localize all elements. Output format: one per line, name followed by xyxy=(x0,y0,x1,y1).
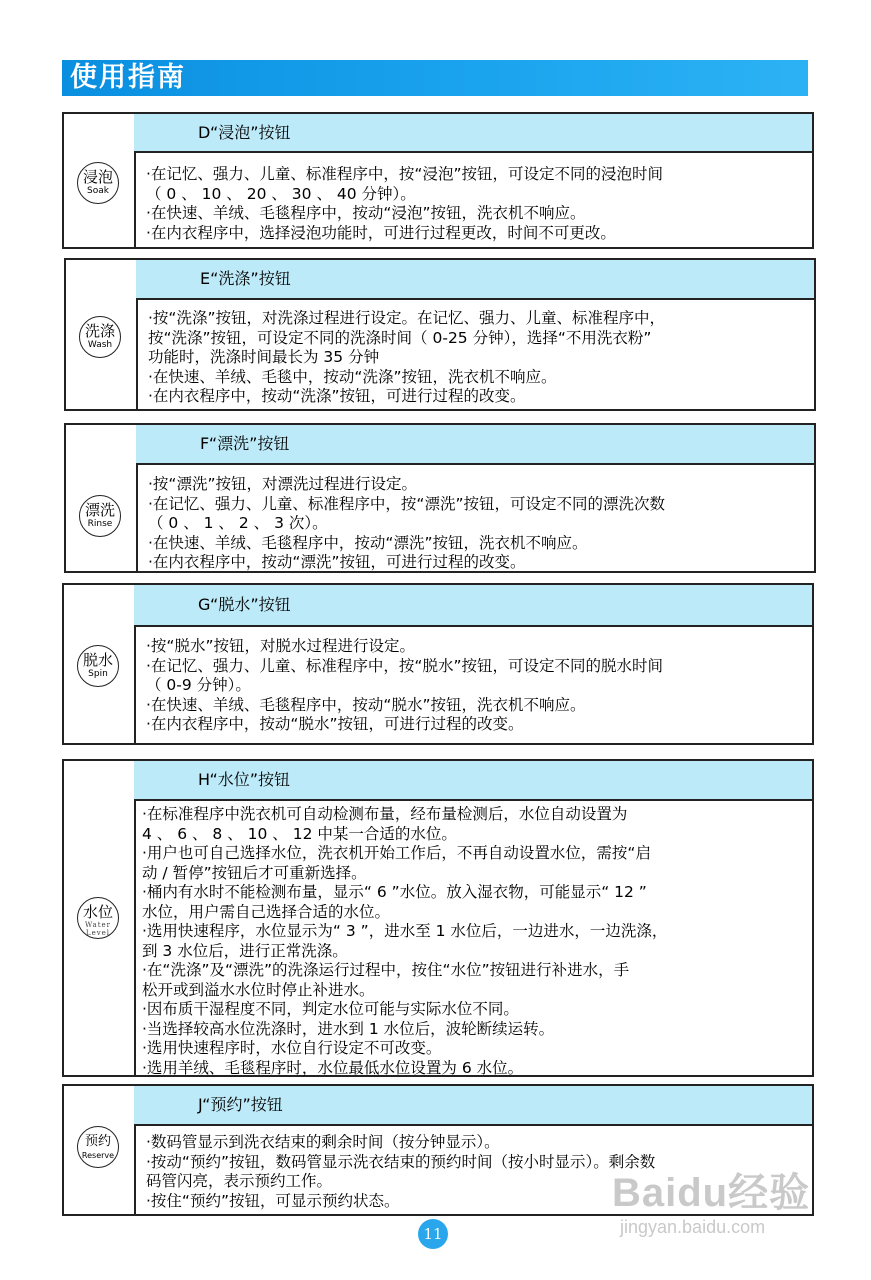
section-icon-column xyxy=(64,585,136,743)
body-line: （ 0 、 10 、 20 、 30 、 40 分钟）。 xyxy=(146,184,416,203)
section-heading: H“水位”按钮 xyxy=(134,761,812,801)
section-water-level xyxy=(62,759,814,1077)
section-body xyxy=(146,637,806,735)
body-line: ·在记忆、强力、儿童、标准程序中，按“浸泡”按钮，可设定不同的浸泡时间 xyxy=(146,165,663,183)
body-line: ·按“漂洗”按钮，对漂洗过程进行设定。 xyxy=(148,475,417,493)
wash-icon xyxy=(79,316,121,358)
body-line: ·因布质干湿程度不同，判定水位可能与实际水位不同。 xyxy=(142,1000,519,1018)
soak-icon-sublabel: Soak xyxy=(87,186,109,196)
body-line: 到 3 水位后，进行正常洗涤。 xyxy=(142,941,348,960)
section-heading: F“漂洗”按钮 xyxy=(136,425,814,465)
page-title: 使用指南 xyxy=(70,62,186,93)
section-icon-column xyxy=(64,761,136,1075)
body-line: ·在“洗涤”及“漂洗”的洗涤运行过程中，按住“水位”按钮进行补进水，手 xyxy=(142,961,630,979)
body-line: ·按动“预约”按钮，数码管显示洗衣结束的预约时间（按小时显示）。剩余数 xyxy=(146,1152,656,1171)
body-line: 动 / 暂停”按钮后才可重新选择。 xyxy=(142,863,367,882)
section-heading: E“洗涤”按钮 xyxy=(136,260,814,300)
soak-icon xyxy=(77,162,119,204)
body-line: ·在快速、羊绒、毛毯中，按动“洗涤”按钮，洗衣机不响应。 xyxy=(148,367,557,386)
section-body xyxy=(142,805,806,1078)
body-line: ·选用快速程序时，水位自行设定不可改变。 xyxy=(142,1039,442,1057)
body-line: ·在内衣程序中，按动“脱水”按钮，可进行过程的改变。 xyxy=(146,715,524,733)
section-heading: G“脱水”按钮 xyxy=(134,585,812,627)
body-line: ·在内衣程序中，选择浸泡功能时，可进行过程更改，时间不可更改。 xyxy=(146,223,616,242)
reserve-icon-label: 预约 xyxy=(84,1134,111,1149)
section-rinse xyxy=(64,423,816,573)
body-line: ·桶内有水时不能检测布量，显示“ 6 ”水位。放入湿衣物，可能显示“ 12 ” xyxy=(142,883,647,901)
section-body xyxy=(148,309,808,407)
section-soak xyxy=(62,112,814,249)
rinse-icon-sublabel: Rinse xyxy=(87,519,113,529)
body-line: ·在标准程序中洗衣机可自动检测布量，经布量检测后，水位自动设置为 xyxy=(142,805,628,823)
watermark-sub: jingyan.baidu.com xyxy=(620,1217,766,1237)
body-line: ·当选择较高水位洗涤时，进水到 1 水位后，波轮断续运转。 xyxy=(142,1019,555,1038)
reserve-icon xyxy=(77,1126,119,1168)
body-line: （ 0 、 1 、 2 、 3 次）。 xyxy=(148,514,328,532)
section-icon-column xyxy=(64,1086,136,1214)
body-line: ·数码管显示到洗衣结束的剩余时间（按分钟显示）。 xyxy=(146,1133,500,1151)
watermark-main: Baidu经验 xyxy=(612,1171,811,1215)
section-body xyxy=(146,165,806,243)
title-bar xyxy=(62,60,808,96)
body-line: ·用户也可自己选择水位，洗衣机开始工作后，不再自动设置水位，需按“启 xyxy=(142,844,651,862)
body-line: ·在内衣程序中，按动“漂洗”按钮，可进行过程的改变。 xyxy=(148,553,526,571)
body-line: 码管闪亮，表示预约工作。 xyxy=(146,1172,333,1190)
spin-icon-sublabel: Spin xyxy=(88,669,108,679)
body-line: ·按住“预约”按钮，可显示预约状态。 xyxy=(146,1191,400,1210)
body-line: ·在快速、羊绒、毛毯程序中，按动“浸泡”按钮，洗衣机不响应。 xyxy=(146,204,586,222)
section-icon-column xyxy=(64,114,136,247)
section-icon-column xyxy=(66,425,138,571)
section-body xyxy=(148,475,808,573)
body-line: ·在记忆、强力、儿童、标准程序中，按“漂洗”按钮，可设定不同的漂洗次数 xyxy=(148,494,665,513)
section-icon-column xyxy=(66,260,138,409)
section-heading: D“浸泡”按钮 xyxy=(134,114,812,153)
body-line: ·按“洗涤”按钮，对洗涤过程进行设定。在记忆、强力、儿童、标准程序中， xyxy=(148,309,665,327)
body-line: ·在记忆、强力、儿童、标准程序中，按“脱水”按钮，可设定不同的脱水时间 xyxy=(146,656,663,675)
wash-icon-sublabel: Wash xyxy=(87,340,113,350)
body-line: ·在快速、羊绒、毛毯程序中，按动“漂洗”按钮，洗衣机不响应。 xyxy=(148,533,588,552)
body-line: 按“洗涤”按钮，可设定不同的洗涤时间（ 0-25 分钟），选择“不用洗衣粉” xyxy=(148,328,652,347)
spin-icon xyxy=(77,645,119,687)
body-line: 4 、 6 、 8 、 10 、 12 中某一合适的水位。 xyxy=(142,824,457,843)
water-level-icon-sublabel: Water Level xyxy=(84,921,112,937)
body-line: 功能时，洗涤时间最长为 35 分钟 xyxy=(148,348,380,366)
body-line: ·选用羊绒、毛毯程序时，水位最低水位设置为 6 水位。 xyxy=(142,1058,524,1077)
water-level-icon xyxy=(77,897,119,939)
wash-icon-label: 洗涤 xyxy=(84,322,115,340)
section-heading: J“预约”按钮 xyxy=(134,1086,812,1126)
soak-icon-label: 浸泡 xyxy=(82,168,113,186)
spin-icon-label: 脱水 xyxy=(82,651,113,669)
page-number: 11 xyxy=(418,1219,448,1249)
rinse-icon xyxy=(79,495,121,537)
section-spin xyxy=(62,583,814,745)
body-line: ·选用快速程序，水位显示为“ 3 ”，进水至 1 水位后，一边进水，一边洗涤， xyxy=(142,922,668,940)
body-line: 松开或到溢水水位时停止补进水。 xyxy=(142,980,375,999)
body-line: （ 0-9 分钟）。 xyxy=(146,676,251,694)
reserve-icon-sublabel: Reserve xyxy=(81,1151,115,1160)
body-line: 水位，用户需自己选择合适的水位。 xyxy=(142,902,391,921)
section-wash xyxy=(64,258,816,411)
body-line: ·在快速、羊绒、毛毯程序中，按动“脱水”按钮，洗衣机不响应。 xyxy=(146,695,586,714)
baidu-watermark xyxy=(612,1170,810,1238)
water-level-icon-label: 水位 xyxy=(82,903,113,921)
rinse-icon-label: 漂洗 xyxy=(84,501,115,519)
body-line: ·按“脱水”按钮，对脱水过程进行设定。 xyxy=(146,637,415,655)
body-line: ·在内衣程序中，按动“洗涤”按钮，可进行过程的改变。 xyxy=(148,387,526,405)
